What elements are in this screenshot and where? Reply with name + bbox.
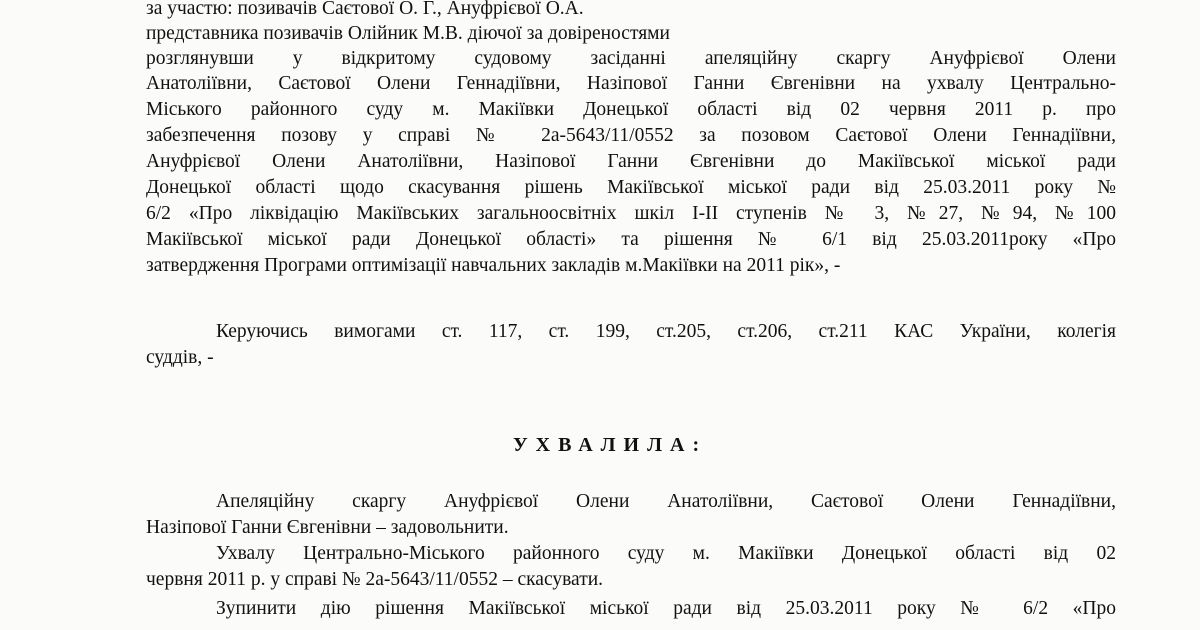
decision-line-5: Зупинити дію рішення Макіївської міської ради від 25.03.2011 року № 6/2 «Про [216, 598, 1116, 619]
considered-line-4: забезпечення позову у справі № 2а-5643/11/0552 за позовом Саєтової Олени Геннадіївни, [146, 125, 1116, 146]
considered-line-2: Анатоліївни, Саєтової Олени Геннадіївни, Назіпової Ганни Євгенівни на ухвалу Центрально- [146, 73, 1116, 94]
participants-line: за участю: позивачів Саєтової О. Г., Ануфрієвої О.А. [146, 0, 584, 19]
considered-line-8: Макіївської міської ради Донецької області» та рішення № 6/1 від 25.03.2011року «Про [146, 229, 1116, 250]
considered-line-1: розглянувши у відкритому судовому засіданні апеляційну скаргу Ануфрієвої Олени [146, 48, 1116, 69]
considered-line-3: Міського районного суду м. Макіївки Донецької області від 02 червня 2011 р. про [146, 99, 1116, 120]
decision-line-2: Назіпової Ганни Євгенівни – задовольнити. [146, 517, 509, 538]
decision-heading: УХВАЛИЛА: [513, 434, 708, 456]
guided-line-2: суддів, - [146, 347, 214, 368]
decision-line-3: Ухвалу Центрально-Міського районного суду м. Макіївки Донецької області від 02 [216, 543, 1116, 564]
decision-line-4: червня 2011 р. у справі № 2а-5643/11/0552 – скасувати. [146, 569, 604, 590]
representative-line: представника позивачів Олійник М.В. діючої за довіреностями [146, 23, 670, 44]
decision-line-1: Апеляційну скаргу Ануфрієвої Олени Анатоліївни, Саєтової Олени Геннадіївни, [216, 491, 1116, 512]
guided-line-1: Керуючись вимогами ст. 117, ст. 199, ст.205, ст.206, ст.211 КАС України, колегія [216, 321, 1116, 342]
considered-line-6: Донецької області щодо скасування рішень Макіївської міської ради від 25.03.2011 року № [146, 177, 1116, 198]
considered-line-7: 6/2 «Про ліквідацію Макіївських загальноосвітніх шкіл І-ІІ ступенів № 3, №27, №94, №100 [146, 203, 1116, 224]
considered-line-9: затвердження Програми оптимізації навчальних закладів м.Макіївки на 2011 рік», - [146, 255, 841, 276]
considered-line-5: Ануфрієвої Олени Анатоліївни, Назіпової Ганни Євгенівни до Макіївської міської ради [146, 151, 1116, 172]
